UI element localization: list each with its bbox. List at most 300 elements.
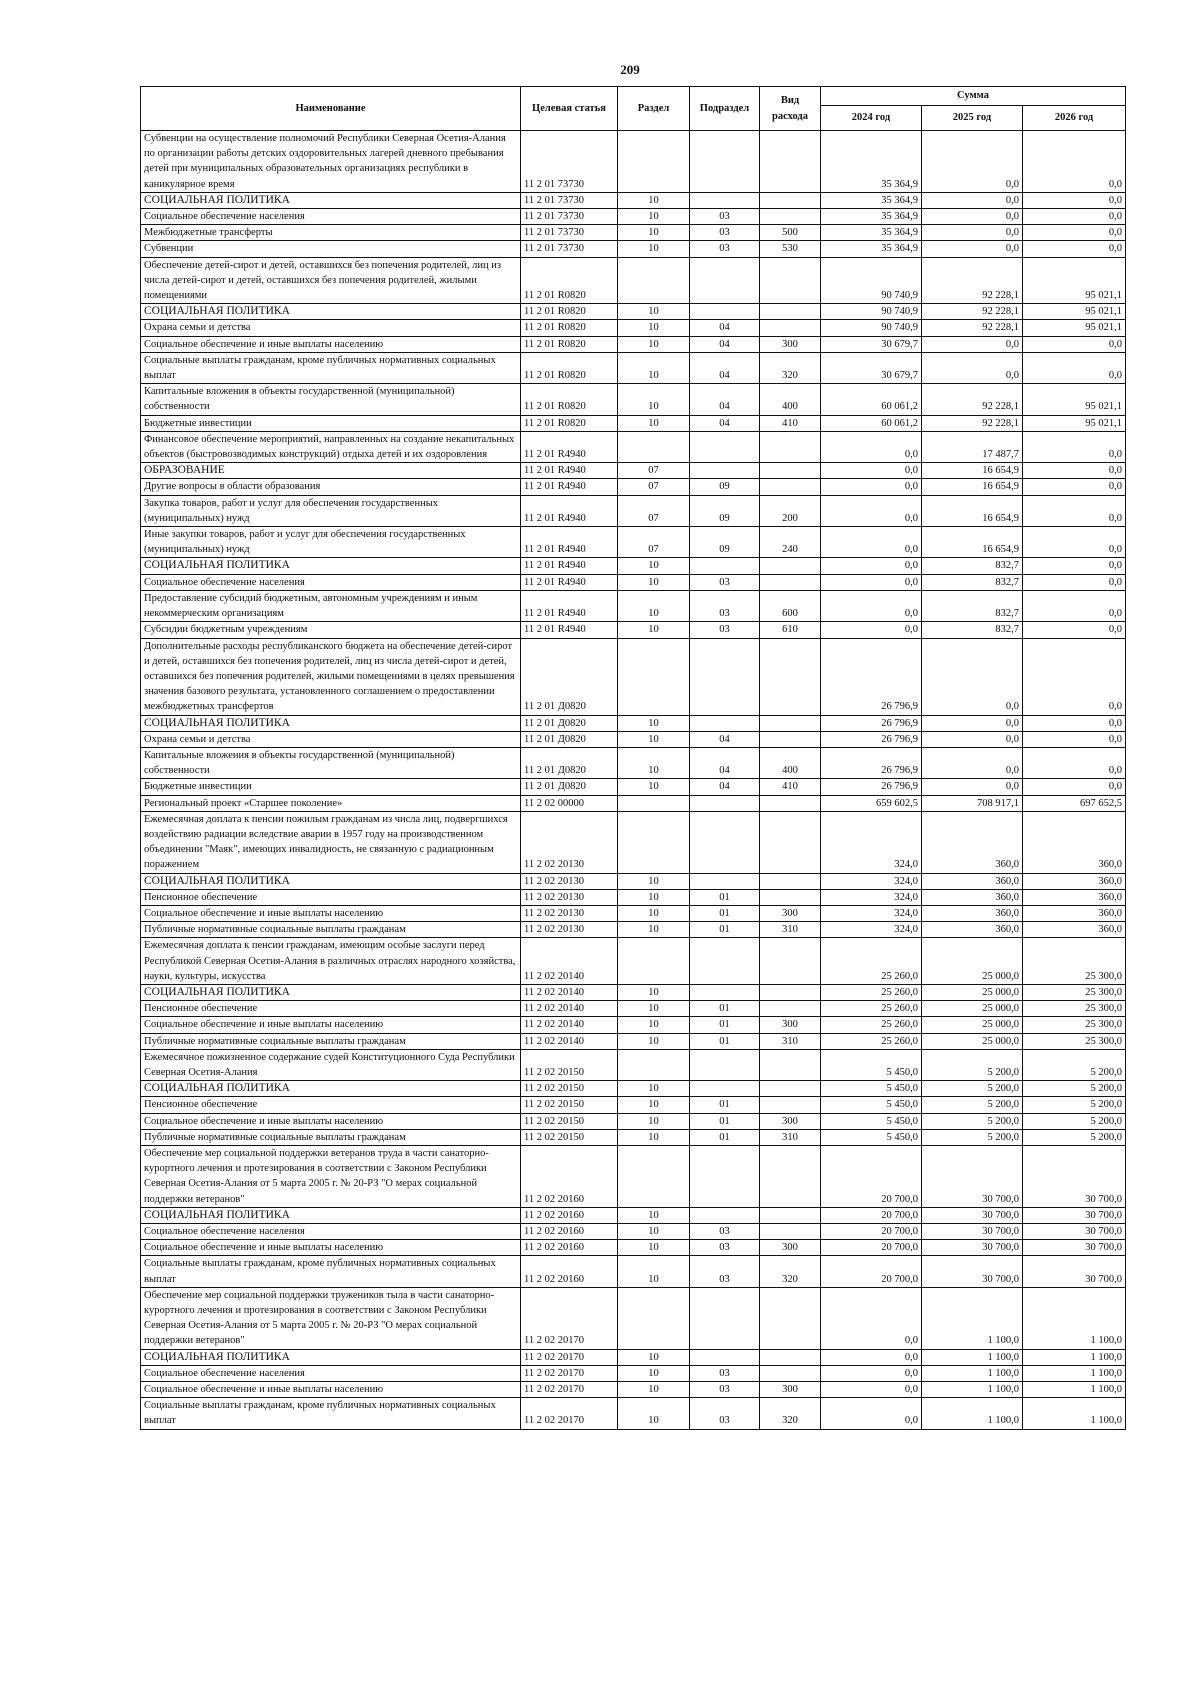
row-amount-2025: 360,0 — [922, 873, 1023, 889]
header-name: Наименование — [141, 87, 521, 131]
row-expense-type — [760, 1081, 821, 1097]
row-amount-2026: 30 700,0 — [1023, 1240, 1126, 1256]
row-amount-2026: 0,0 — [1023, 622, 1126, 638]
row-section: 10 — [618, 1017, 690, 1033]
row-expense-type — [760, 938, 821, 985]
row-subsection — [690, 192, 760, 208]
header-sum: Сумма — [821, 87, 1126, 106]
row-subsection: 03 — [690, 225, 760, 241]
row-expense-type: 300 — [760, 905, 821, 921]
row-expense-type — [760, 1349, 821, 1365]
row-amount-2026: 1 100,0 — [1023, 1398, 1126, 1429]
header-year-2026: 2026 год — [1023, 106, 1126, 131]
row-amount-2026: 25 300,0 — [1023, 1033, 1126, 1049]
row-name: СОЦИАЛЬНАЯ ПОЛИТИКА — [141, 1207, 521, 1223]
row-target-code: 11 2 02 20140 — [521, 1017, 618, 1033]
row-amount-2026: 0,0 — [1023, 495, 1126, 526]
table-row — [141, 1017, 1126, 1033]
row-amount-2025: 360,0 — [922, 811, 1023, 873]
row-expense-type — [760, 1287, 821, 1349]
row-expense-type — [760, 131, 821, 193]
row-target-code: 11 2 02 20150 — [521, 1097, 618, 1113]
row-amount-2024: 0,0 — [821, 1349, 922, 1365]
table-row — [141, 431, 1126, 462]
row-amount-2025: 25 000,0 — [922, 1001, 1023, 1017]
row-expense-type — [760, 1097, 821, 1113]
row-subsection: 01 — [690, 905, 760, 921]
row-expense-type: 200 — [760, 495, 821, 526]
table-row — [141, 1398, 1126, 1429]
row-target-code: 11 2 02 20150 — [521, 1113, 618, 1129]
row-name: СОЦИАЛЬНАЯ ПОЛИТИКА — [141, 715, 521, 731]
row-section: 10 — [618, 984, 690, 1000]
row-amount-2025: 0,0 — [922, 747, 1023, 778]
row-expense-type — [760, 1207, 821, 1223]
table-row — [141, 209, 1126, 225]
row-name: Социальное обеспечение и иные выплаты населению — [141, 1382, 521, 1398]
row-subsection: 01 — [690, 889, 760, 905]
row-amount-2024: 0,0 — [821, 431, 922, 462]
header-subsection: Подраздел — [690, 87, 760, 131]
row-amount-2024: 0,0 — [821, 1398, 922, 1429]
row-target-code: 11 2 01 73730 — [521, 131, 618, 193]
row-subsection — [690, 1081, 760, 1097]
row-name: Обеспечение мер социальной поддержки ветеранов труда в части санаторно-курортного лечения и протезирования в соответствии с Законом Республики Северная Осетия-Алания от 5 марта 2005 г. № 20-РЗ "О мерах социальной поддержки ветеранов" — [141, 1146, 521, 1208]
table-row — [141, 811, 1126, 873]
row-expense-type — [760, 811, 821, 873]
row-expense-type — [760, 1146, 821, 1208]
row-amount-2026: 1 100,0 — [1023, 1287, 1126, 1349]
row-amount-2026: 1 100,0 — [1023, 1365, 1126, 1381]
row-target-code: 11 2 02 20160 — [521, 1240, 618, 1256]
row-expense-type — [760, 731, 821, 747]
row-amount-2025: 30 700,0 — [922, 1240, 1023, 1256]
row-subsection — [690, 257, 760, 304]
row-amount-2026: 0,0 — [1023, 336, 1126, 352]
row-amount-2024: 5 450,0 — [821, 1097, 922, 1113]
row-amount-2024: 20 700,0 — [821, 1146, 922, 1208]
header-target: Целевая статья — [521, 87, 618, 131]
row-amount-2025: 708 917,1 — [922, 795, 1023, 811]
row-section — [618, 1049, 690, 1080]
row-section: 10 — [618, 1224, 690, 1240]
row-amount-2025: 0,0 — [922, 131, 1023, 193]
row-expense-type: 600 — [760, 590, 821, 621]
row-target-code: 11 2 02 20150 — [521, 1049, 618, 1080]
row-amount-2024: 324,0 — [821, 922, 922, 938]
row-section: 10 — [618, 1382, 690, 1398]
row-amount-2025: 30 700,0 — [922, 1207, 1023, 1223]
row-amount-2026: 1 100,0 — [1023, 1382, 1126, 1398]
row-expense-type — [760, 1224, 821, 1240]
row-section: 10 — [618, 1365, 690, 1381]
row-section: 07 — [618, 479, 690, 495]
row-amount-2024: 324,0 — [821, 873, 922, 889]
row-section: 07 — [618, 527, 690, 558]
row-section: 10 — [618, 384, 690, 415]
row-expense-type — [760, 1365, 821, 1381]
row-amount-2024: 26 796,9 — [821, 715, 922, 731]
table-row — [141, 1382, 1126, 1398]
row-subsection: 04 — [690, 336, 760, 352]
row-amount-2026: 95 021,1 — [1023, 415, 1126, 431]
row-amount-2024: 0,0 — [821, 1287, 922, 1349]
row-amount-2026: 360,0 — [1023, 905, 1126, 921]
row-amount-2024: 0,0 — [821, 1365, 922, 1381]
row-expense-type: 300 — [760, 1113, 821, 1129]
table-row-section — [141, 873, 1126, 889]
header-year-2024: 2024 год — [821, 106, 922, 131]
row-subsection: 04 — [690, 731, 760, 747]
table-row — [141, 1049, 1126, 1080]
row-target-code: 11 2 01 73730 — [521, 209, 618, 225]
row-section: 10 — [618, 558, 690, 574]
row-target-code: 11 2 01 R0820 — [521, 304, 618, 320]
row-amount-2026: 95 021,1 — [1023, 320, 1126, 336]
table-row-section — [141, 463, 1126, 479]
row-subsection: 03 — [690, 1224, 760, 1240]
row-name: Капитальные вложения в объекты государственной (муниципальной) собственности — [141, 747, 521, 778]
row-subsection: 03 — [690, 1382, 760, 1398]
row-subsection: 04 — [690, 747, 760, 778]
table-row — [141, 320, 1126, 336]
row-name: Ежемесячная доплата к пенсии гражданам, имеющим особые заслуги перед Республикой Северная Осетия-Алания в различных отраслях народного хозяйства, науки, культуры, искусства — [141, 938, 521, 985]
row-subsection — [690, 1287, 760, 1349]
row-amount-2026: 30 700,0 — [1023, 1224, 1126, 1240]
row-name: Охрана семьи и детства — [141, 731, 521, 747]
row-section: 10 — [618, 747, 690, 778]
row-section — [618, 795, 690, 811]
row-amount-2025: 5 200,0 — [922, 1113, 1023, 1129]
row-subsection — [690, 463, 760, 479]
row-amount-2025: 832,7 — [922, 590, 1023, 621]
row-amount-2026: 360,0 — [1023, 811, 1126, 873]
row-expense-type — [760, 1001, 821, 1017]
row-expense-type — [760, 463, 821, 479]
row-target-code: 11 2 02 20130 — [521, 922, 618, 938]
row-amount-2026: 0,0 — [1023, 574, 1126, 590]
table-row — [141, 747, 1126, 778]
row-amount-2024: 26 796,9 — [821, 747, 922, 778]
row-target-code: 11 2 01 Д0820 — [521, 779, 618, 795]
table-row-section — [141, 192, 1126, 208]
row-amount-2026: 0,0 — [1023, 192, 1126, 208]
row-subsection — [690, 558, 760, 574]
row-subsection: 01 — [690, 1033, 760, 1049]
row-name: Ежемесячная доплата к пенсии пожилым гражданам из числа лиц, подвергшихся воздействию радиации вследствие аварии в 1957 году на производственном объединении "Маяк", имеющих инвалидность, не связанную с радиационным поражением — [141, 811, 521, 873]
row-target-code: 11 2 02 20170 — [521, 1382, 618, 1398]
row-target-code: 11 2 01 R0820 — [521, 384, 618, 415]
row-section: 10 — [618, 622, 690, 638]
row-amount-2026: 5 200,0 — [1023, 1097, 1126, 1113]
header-section: Раздел — [618, 87, 690, 131]
row-target-code: 11 2 01 Д0820 — [521, 638, 618, 715]
row-amount-2025: 5 200,0 — [922, 1129, 1023, 1145]
row-amount-2025: 0,0 — [922, 638, 1023, 715]
row-amount-2026: 95 021,1 — [1023, 257, 1126, 304]
row-name: Социальное обеспечение и иные выплаты населению — [141, 1017, 521, 1033]
row-target-code: 11 2 01 73730 — [521, 241, 618, 257]
row-name: СОЦИАЛЬНАЯ ПОЛИТИКА — [141, 1081, 521, 1097]
row-amount-2026: 0,0 — [1023, 225, 1126, 241]
row-amount-2024: 30 679,7 — [821, 336, 922, 352]
row-section: 10 — [618, 1001, 690, 1017]
row-amount-2026: 0,0 — [1023, 527, 1126, 558]
row-expense-type — [760, 795, 821, 811]
table-row — [141, 479, 1126, 495]
table-row — [141, 527, 1126, 558]
row-section: 10 — [618, 1113, 690, 1129]
row-amount-2025: 30 700,0 — [922, 1224, 1023, 1240]
row-section: 10 — [618, 209, 690, 225]
row-amount-2024: 25 260,0 — [821, 1001, 922, 1017]
row-expense-type: 310 — [760, 922, 821, 938]
row-name: Бюджетные инвестиции — [141, 779, 521, 795]
row-amount-2025: 5 200,0 — [922, 1049, 1023, 1080]
row-target-code: 11 2 01 R0820 — [521, 320, 618, 336]
row-amount-2026: 697 652,5 — [1023, 795, 1126, 811]
row-section: 10 — [618, 320, 690, 336]
table-row — [141, 241, 1126, 257]
row-amount-2026: 0,0 — [1023, 638, 1126, 715]
row-target-code: 11 2 02 20130 — [521, 905, 618, 921]
row-target-code: 11 2 01 R4940 — [521, 590, 618, 621]
row-amount-2026: 0,0 — [1023, 352, 1126, 383]
row-amount-2024: 25 260,0 — [821, 984, 922, 1000]
row-target-code: 11 2 01 R0820 — [521, 415, 618, 431]
row-subsection: 01 — [690, 922, 760, 938]
row-subsection: 03 — [690, 622, 760, 638]
row-name: Пенсионное обеспечение — [141, 889, 521, 905]
row-name: Социальное обеспечение населения — [141, 1365, 521, 1381]
row-amount-2024: 90 740,9 — [821, 320, 922, 336]
row-expense-type: 400 — [760, 384, 821, 415]
row-subsection: 04 — [690, 320, 760, 336]
row-amount-2024: 5 450,0 — [821, 1049, 922, 1080]
row-name: Финансовое обеспечение мероприятий, направленных на создание некапитальных объектов (быстровозводимых конструкций) отдыха детей и их оздоровления — [141, 431, 521, 462]
row-section — [618, 257, 690, 304]
row-name: СОЦИАЛЬНАЯ ПОЛИТИКА — [141, 304, 521, 320]
row-amount-2026: 360,0 — [1023, 922, 1126, 938]
row-amount-2025: 17 487,7 — [922, 431, 1023, 462]
row-amount-2024: 25 260,0 — [821, 1033, 922, 1049]
row-section: 10 — [618, 715, 690, 731]
table-row — [141, 1129, 1126, 1145]
row-subsection: 03 — [690, 1240, 760, 1256]
row-section: 10 — [618, 1097, 690, 1113]
row-section — [618, 131, 690, 193]
row-name: Региональный проект «Старшее поколение» — [141, 795, 521, 811]
row-subsection — [690, 131, 760, 193]
row-amount-2024: 20 700,0 — [821, 1224, 922, 1240]
row-section: 10 — [618, 415, 690, 431]
row-amount-2026: 0,0 — [1023, 747, 1126, 778]
row-target-code: 11 2 01 R4940 — [521, 463, 618, 479]
row-name: Социальное обеспечение населения — [141, 209, 521, 225]
page-number: 209 — [620, 62, 640, 77]
row-section: 10 — [618, 590, 690, 621]
row-target-code: 11 2 01 R4940 — [521, 479, 618, 495]
table-row — [141, 779, 1126, 795]
row-subsection — [690, 1146, 760, 1208]
row-expense-type — [760, 984, 821, 1000]
row-name: Социальное обеспечение и иные выплаты населению — [141, 336, 521, 352]
row-section: 10 — [618, 889, 690, 905]
row-amount-2025: 1 100,0 — [922, 1349, 1023, 1365]
table-row-section — [141, 1349, 1126, 1365]
row-section: 10 — [618, 192, 690, 208]
row-amount-2024: 324,0 — [821, 811, 922, 873]
row-amount-2026: 0,0 — [1023, 431, 1126, 462]
row-name: Субсидии бюджетным учреждениям — [141, 622, 521, 638]
row-amount-2025: 0,0 — [922, 779, 1023, 795]
table-row — [141, 1033, 1126, 1049]
row-amount-2024: 35 364,9 — [821, 192, 922, 208]
row-section — [618, 811, 690, 873]
row-amount-2025: 5 200,0 — [922, 1097, 1023, 1113]
row-amount-2026: 360,0 — [1023, 889, 1126, 905]
row-name: Социальное обеспечение и иные выплаты населению — [141, 905, 521, 921]
row-name: Публичные нормативные социальные выплаты гражданам — [141, 1033, 521, 1049]
row-section: 10 — [618, 905, 690, 921]
row-amount-2024: 30 679,7 — [821, 352, 922, 383]
row-amount-2024: 25 260,0 — [821, 938, 922, 985]
row-name: Субвенции — [141, 241, 521, 257]
row-subsection — [690, 984, 760, 1000]
row-name: Ежемесячное пожизненное содержание судей Конституционного Суда Республики Северная Осетия-Алания — [141, 1049, 521, 1080]
row-amount-2025: 0,0 — [922, 352, 1023, 383]
row-target-code: 11 2 01 R4940 — [521, 495, 618, 526]
row-section — [618, 1287, 690, 1349]
row-amount-2026: 25 300,0 — [1023, 984, 1126, 1000]
row-subsection: 03 — [690, 1256, 760, 1287]
row-target-code: 11 2 02 20170 — [521, 1287, 618, 1349]
table-row — [141, 1113, 1126, 1129]
row-expense-type — [760, 479, 821, 495]
row-amount-2024: 26 796,9 — [821, 731, 922, 747]
row-section: 10 — [618, 574, 690, 590]
row-expense-type: 300 — [760, 1382, 821, 1398]
row-expense-type: 240 — [760, 527, 821, 558]
table-row — [141, 574, 1126, 590]
table-row — [141, 1256, 1126, 1287]
row-section: 10 — [618, 731, 690, 747]
row-amount-2024: 35 364,9 — [821, 225, 922, 241]
row-amount-2024: 26 796,9 — [821, 779, 922, 795]
row-subsection: 04 — [690, 415, 760, 431]
row-amount-2026: 0,0 — [1023, 131, 1126, 193]
table-row — [141, 1365, 1126, 1381]
row-amount-2026: 5 200,0 — [1023, 1113, 1126, 1129]
row-amount-2025: 92 228,1 — [922, 415, 1023, 431]
row-target-code: 11 2 01 R4940 — [521, 527, 618, 558]
table-row — [141, 889, 1126, 905]
row-amount-2024: 0,0 — [821, 622, 922, 638]
table-row-section — [141, 715, 1126, 731]
row-subsection — [690, 811, 760, 873]
header-expense-type: Вид расхода — [760, 87, 821, 131]
row-subsection: 09 — [690, 479, 760, 495]
row-amount-2025: 1 100,0 — [922, 1398, 1023, 1429]
table-row — [141, 1224, 1126, 1240]
row-section: 10 — [618, 1256, 690, 1287]
table-row — [141, 131, 1126, 193]
row-target-code: 11 2 01 R4940 — [521, 574, 618, 590]
row-subsection: 03 — [690, 209, 760, 225]
row-expense-type: 310 — [760, 1033, 821, 1049]
row-expense-type: 300 — [760, 1240, 821, 1256]
row-amount-2025: 832,7 — [922, 622, 1023, 638]
row-amount-2025: 0,0 — [922, 209, 1023, 225]
row-expense-type: 400 — [760, 747, 821, 778]
row-name: Социальное обеспечение и иные выплаты населению — [141, 1113, 521, 1129]
row-amount-2026: 0,0 — [1023, 558, 1126, 574]
row-amount-2025: 92 228,1 — [922, 384, 1023, 415]
row-amount-2025: 832,7 — [922, 558, 1023, 574]
row-subsection — [690, 1049, 760, 1080]
row-section: 10 — [618, 1240, 690, 1256]
row-target-code: 11 2 02 20170 — [521, 1349, 618, 1365]
row-name: Иные закупки товаров, работ и услуг для обеспечения государственных (муниципальных) нужд — [141, 527, 521, 558]
row-amount-2024: 0,0 — [821, 558, 922, 574]
row-amount-2026: 95 021,1 — [1023, 304, 1126, 320]
row-name: Публичные нормативные социальные выплаты гражданам — [141, 922, 521, 938]
row-amount-2025: 92 228,1 — [922, 257, 1023, 304]
table-row — [141, 638, 1126, 715]
row-section: 07 — [618, 495, 690, 526]
table-row-section — [141, 1207, 1126, 1223]
row-subsection: 01 — [690, 1097, 760, 1113]
row-amount-2026: 30 700,0 — [1023, 1207, 1126, 1223]
row-amount-2025: 16 654,9 — [922, 463, 1023, 479]
table-row — [141, 352, 1126, 383]
row-name: СОЦИАЛЬНАЯ ПОЛИТИКА — [141, 873, 521, 889]
row-subsection: 03 — [690, 241, 760, 257]
row-section: 10 — [618, 352, 690, 383]
row-amount-2024: 0,0 — [821, 527, 922, 558]
row-subsection: 04 — [690, 352, 760, 383]
row-name: ОБРАЗОВАНИЕ — [141, 463, 521, 479]
row-amount-2025: 30 700,0 — [922, 1146, 1023, 1208]
row-name: Охрана семьи и детства — [141, 320, 521, 336]
row-amount-2025: 25 000,0 — [922, 984, 1023, 1000]
row-name: Дополнительные расходы республиканского бюджета на обеспечение детей-сирот и детей, оставшихся без попечения родителей, лиц из числа детей-сирот и детей, оставшихся без попечения родителей, жилыми помещениями в целях превышения значения базового результата, установленного соглашением о предоставлении межбюджетных трансфертов — [141, 638, 521, 715]
row-target-code: 11 2 01 R0820 — [521, 352, 618, 383]
row-subsection — [690, 1349, 760, 1365]
row-subsection — [690, 873, 760, 889]
row-section: 10 — [618, 241, 690, 257]
row-name: Социальное обеспечение и иные выплаты населению — [141, 1240, 521, 1256]
row-amount-2024: 324,0 — [821, 905, 922, 921]
row-subsection: 01 — [690, 1129, 760, 1145]
row-amount-2024: 60 061,2 — [821, 415, 922, 431]
row-name: СОЦИАЛЬНАЯ ПОЛИТИКА — [141, 984, 521, 1000]
row-name: Социальное обеспечение населения — [141, 574, 521, 590]
row-section: 10 — [618, 1398, 690, 1429]
row-amount-2026: 5 200,0 — [1023, 1049, 1126, 1080]
table-row — [141, 1240, 1126, 1256]
row-amount-2025: 30 700,0 — [922, 1256, 1023, 1287]
row-name: Социальное обеспечение населения — [141, 1224, 521, 1240]
row-amount-2024: 0,0 — [821, 463, 922, 479]
row-amount-2024: 0,0 — [821, 495, 922, 526]
table-row — [141, 1146, 1126, 1208]
row-subsection: 03 — [690, 1398, 760, 1429]
row-subsection: 09 — [690, 527, 760, 558]
row-subsection: 03 — [690, 574, 760, 590]
row-amount-2024: 35 364,9 — [821, 131, 922, 193]
row-subsection: 01 — [690, 1017, 760, 1033]
